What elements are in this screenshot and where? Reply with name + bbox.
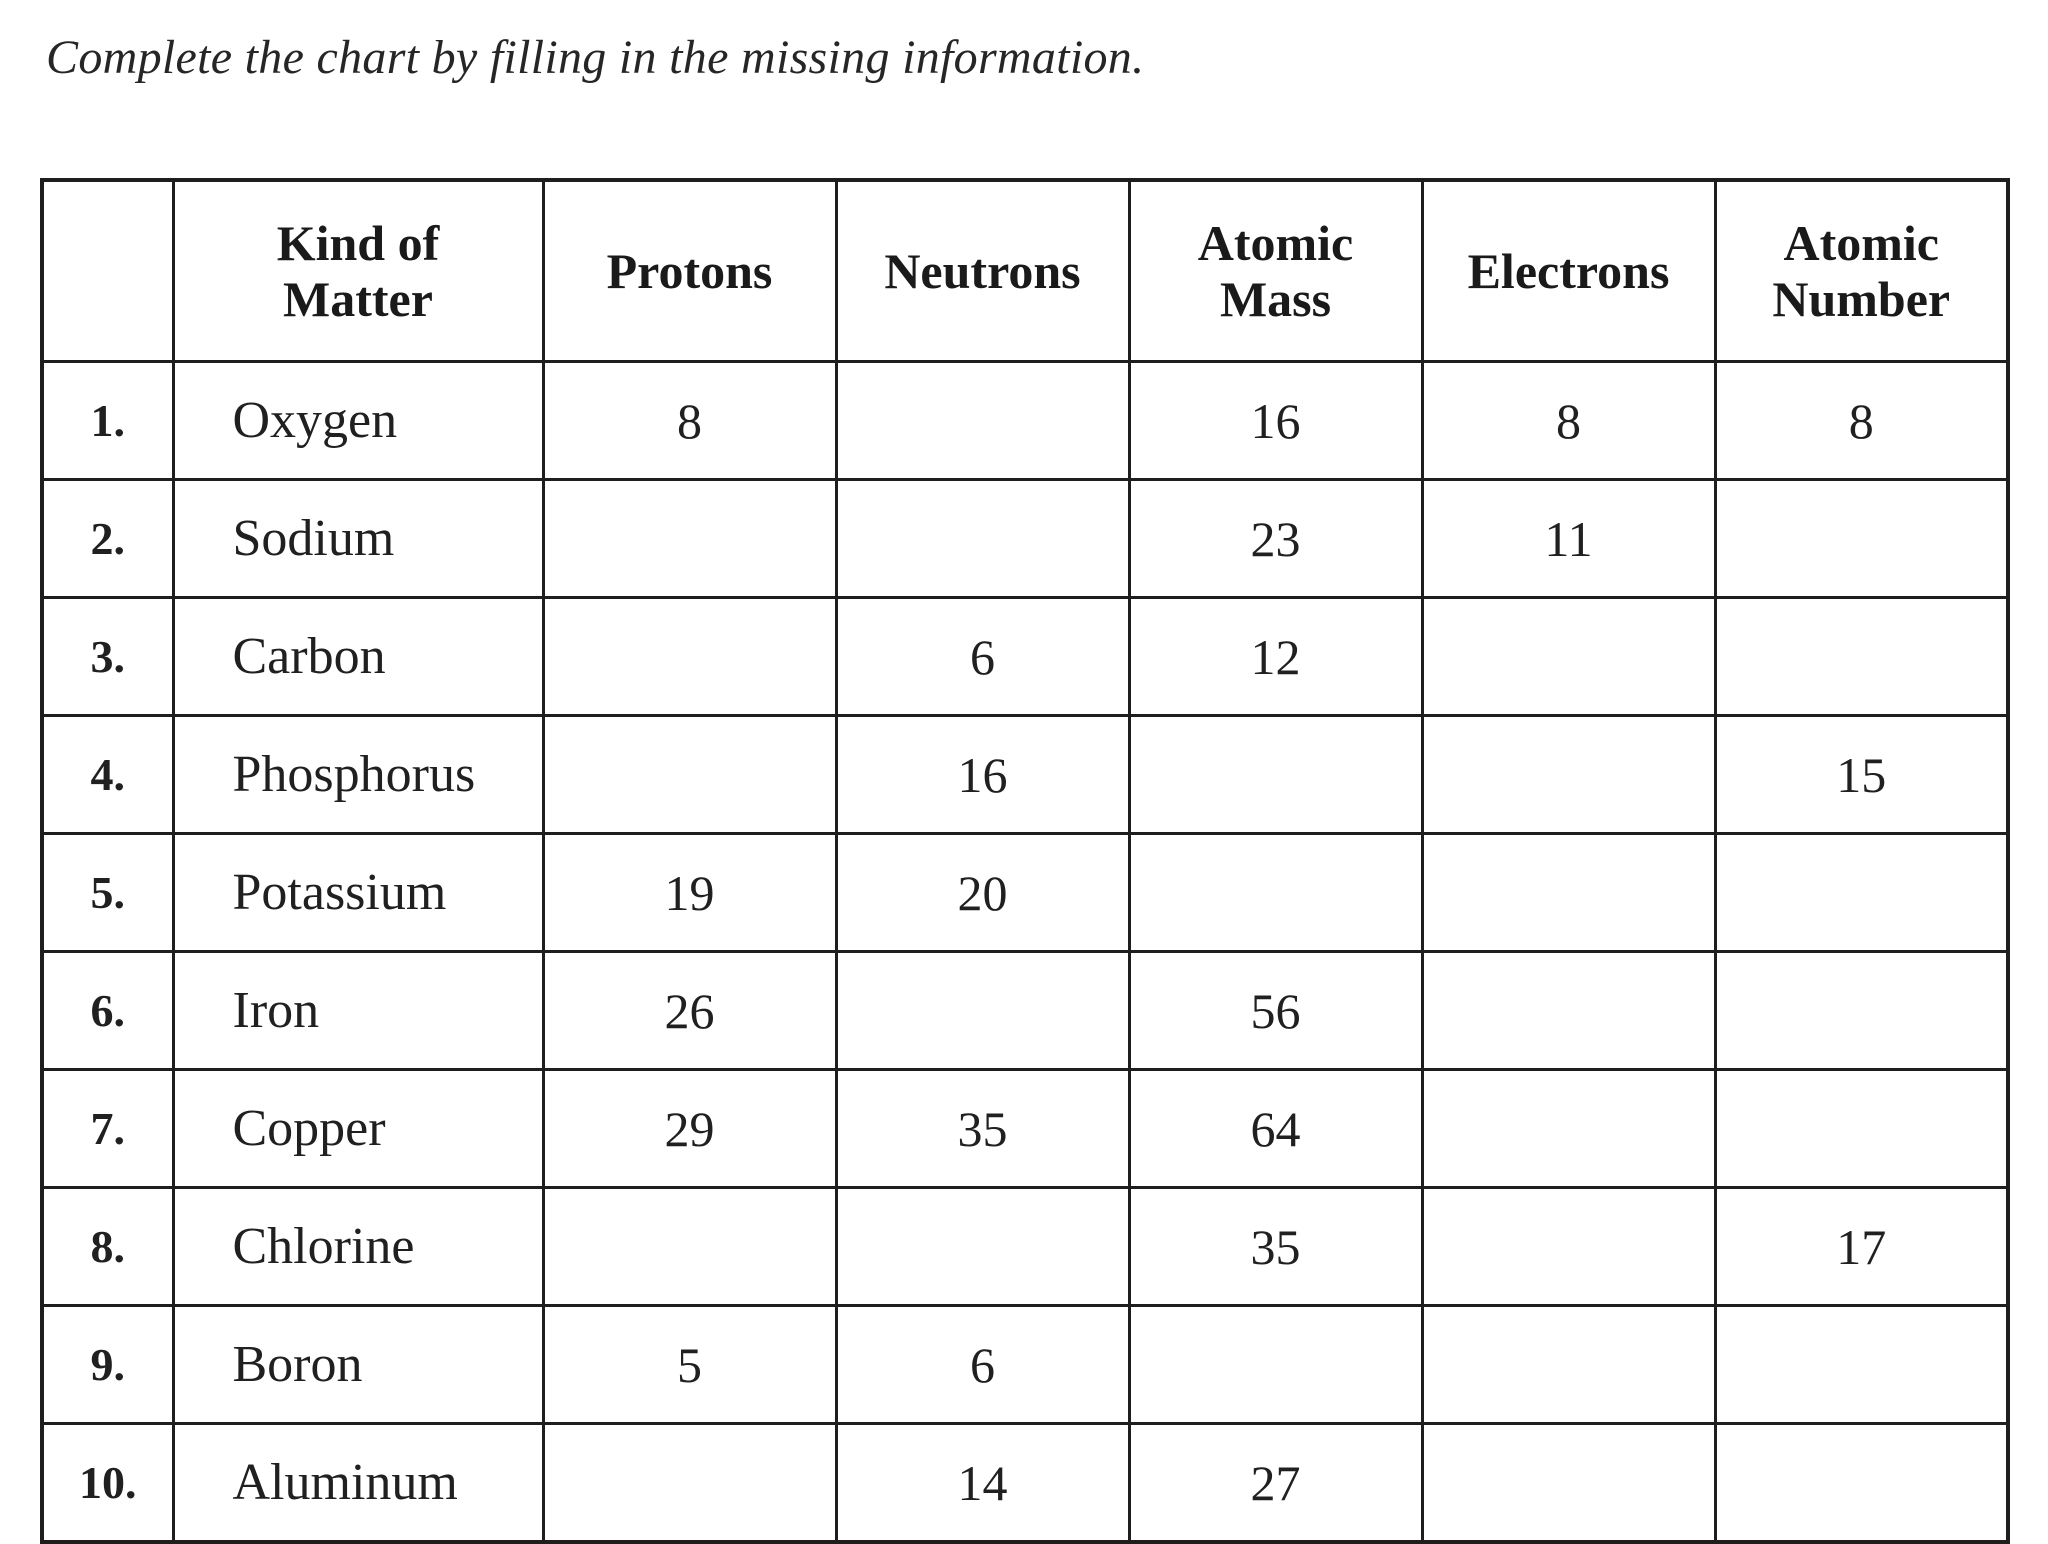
header-mass-line-2: Mass (1219, 271, 1332, 327)
atomic-mass-cell (1129, 716, 1422, 834)
row-number: 2. (42, 480, 173, 598)
row-number: 8. (42, 1188, 173, 1306)
protons-cell (543, 598, 836, 716)
table-row (42, 834, 2008, 952)
neutrons-cell (836, 480, 1129, 598)
row-number: 9. (42, 1306, 173, 1424)
neutrons-cell (836, 952, 1129, 1070)
atomic-number-cell (1715, 1306, 2008, 1424)
row-number: 6. (42, 952, 173, 1070)
atomic-number-cell: 8 (1715, 362, 2008, 480)
table-row (42, 1070, 2008, 1188)
atomic-mass-cell: 12 (1129, 598, 1422, 716)
neutrons-cell: 16 (836, 716, 1129, 834)
kind-of-matter-cell: Carbon (173, 598, 543, 716)
atomic-number-cell (1715, 834, 2008, 952)
atomic-mass-cell: 35 (1129, 1188, 1422, 1306)
electrons-cell (1422, 598, 1715, 716)
kind-of-matter-cell: Oxygen (173, 362, 543, 480)
neutrons-cell (836, 362, 1129, 480)
atomic-number-cell (1715, 598, 2008, 716)
protons-cell: 5 (543, 1306, 836, 1424)
atomic-number-cell (1715, 1070, 2008, 1188)
atomic-number-cell (1715, 1424, 2008, 1543)
header-mass-line-1: Atomic (1197, 215, 1354, 271)
row-number: 10. (42, 1424, 173, 1543)
electrons-cell: 11 (1422, 480, 1715, 598)
kind-of-matter-cell: Iron (173, 952, 543, 1070)
row-number: 5. (42, 834, 173, 952)
neutrons-cell (836, 1188, 1129, 1306)
header-number-line-1: Atomic (1783, 215, 1939, 271)
protons-cell (543, 1188, 836, 1306)
neutrons-cell: 6 (836, 598, 1129, 716)
electrons-cell (1422, 1188, 1715, 1306)
atomic-number-cell: 15 (1715, 716, 2008, 834)
instruction-text: Complete the chart by filling in the missing information. (46, 31, 1145, 84)
row-number: 7. (42, 1070, 173, 1188)
protons-cell: 29 (543, 1070, 836, 1188)
header-kind-line-1: Kind of (276, 215, 440, 271)
protons-cell (543, 1424, 836, 1543)
atomic-mass-cell: 23 (1129, 480, 1422, 598)
header-kind-line-2: Matter (283, 271, 433, 327)
table-row (42, 1306, 2008, 1424)
atomic-mass-cell: 16 (1129, 362, 1422, 480)
header-atomic-number (1715, 180, 2008, 362)
kind-of-matter-cell: Potassium (173, 834, 543, 952)
kind-of-matter-cell: Phosphorus (173, 716, 543, 834)
chart-body (42, 362, 2008, 1543)
table-row (42, 1188, 2008, 1306)
atomic-number-cell (1715, 952, 2008, 1070)
header-electrons: Electrons (1422, 180, 1715, 362)
atomic-mass-cell (1129, 1306, 1422, 1424)
table-row (42, 362, 2008, 480)
protons-cell: 26 (543, 952, 836, 1070)
electrons-cell (1422, 716, 1715, 834)
protons-cell: 19 (543, 834, 836, 952)
kind-of-matter-cell: Chlorine (173, 1188, 543, 1306)
atomic-mass-cell: 64 (1129, 1070, 1422, 1188)
header-neutrons: Neutrons (836, 180, 1129, 362)
header-atomic-mass (1129, 180, 1422, 362)
table-row (42, 598, 2008, 716)
neutrons-cell: 6 (836, 1306, 1129, 1424)
row-number: 1. (42, 362, 173, 480)
row-number: 4. (42, 716, 173, 834)
protons-cell: 8 (543, 362, 836, 480)
table-row (42, 480, 2008, 598)
kind-of-matter-cell: Sodium (173, 480, 543, 598)
row-number: 3. (42, 598, 173, 716)
electrons-cell (1422, 952, 1715, 1070)
header-row (42, 180, 2008, 362)
kind-of-matter-cell: Copper (173, 1070, 543, 1188)
protons-cell (543, 716, 836, 834)
neutrons-cell: 14 (836, 1424, 1129, 1543)
electrons-cell (1422, 1424, 1715, 1543)
neutrons-cell: 35 (836, 1070, 1129, 1188)
electrons-cell: 8 (1422, 362, 1715, 480)
atomic-mass-cell: 27 (1129, 1424, 1422, 1543)
atomic-mass-cell: 56 (1129, 952, 1422, 1070)
atomic-number-cell: 17 (1715, 1188, 2008, 1306)
atomic-number-cell (1715, 480, 2008, 598)
protons-cell (543, 480, 836, 598)
atomic-mass-cell (1129, 834, 1422, 952)
kind-of-matter-cell: Aluminum (173, 1424, 543, 1543)
header-number (42, 180, 173, 362)
neutrons-cell: 20 (836, 834, 1129, 952)
header-protons: Protons (543, 180, 836, 362)
header-kind-of-matter (173, 180, 543, 362)
element-chart (40, 178, 2010, 1544)
electrons-cell (1422, 1306, 1715, 1424)
header-number-line-2: Number (1772, 271, 1951, 327)
kind-of-matter-cell: Boron (173, 1306, 543, 1424)
table-row (42, 716, 2008, 834)
chart-header (42, 180, 2008, 362)
electrons-cell (1422, 1070, 1715, 1188)
table-row (42, 952, 2008, 1070)
table-row (42, 1424, 2008, 1543)
electrons-cell (1422, 834, 1715, 952)
